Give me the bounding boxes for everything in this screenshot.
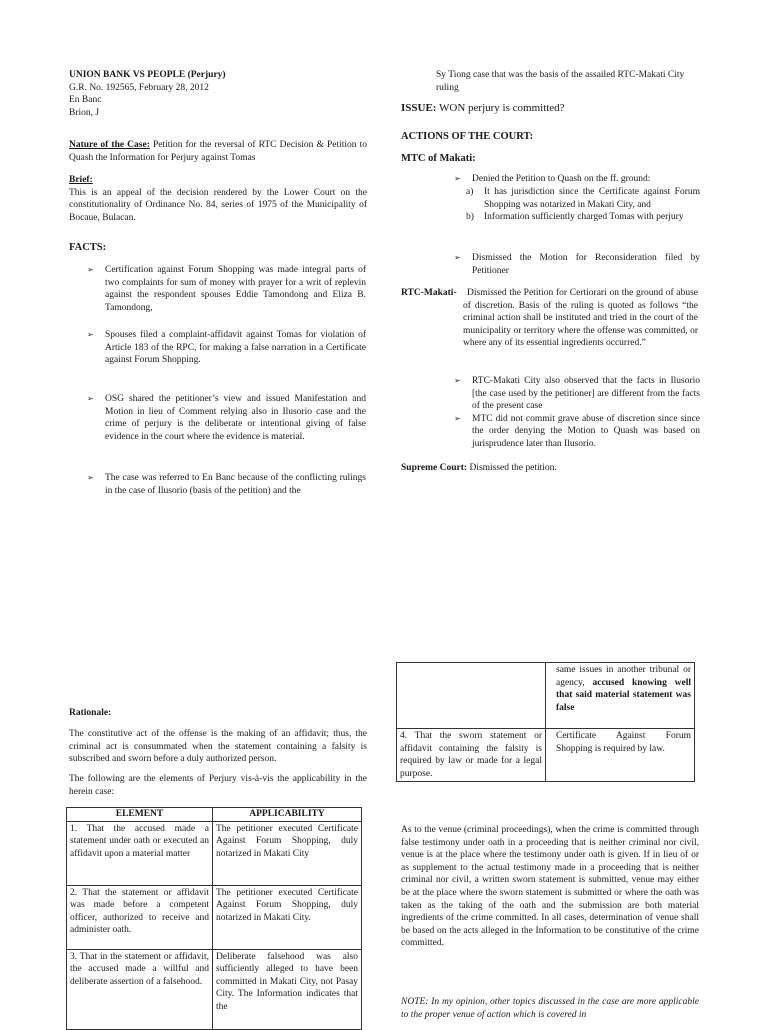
table-row	[67, 821, 362, 885]
mtc-heading: MTC of Makati:	[401, 153, 476, 164]
facts-item: ➢ OSG shared the petitioner’s view and issued Manifestation and Motion in lieu of Comment relying also in Ilusorio case and the crime of perjury is the deliberate or intentional giving of false evidence in the court where the evidence is material.	[87, 394, 366, 442]
rationale-heading: Rationale:	[69, 708, 112, 718]
mtc-sublist	[466, 186, 700, 224]
facts-item: ➢ Certification against Forum Shopping was made integral parts of two complaints for sum of money with prayer for a writ of replevin against the respondent spouses Eddie Tamondong and Eliza B. Tamondong,	[87, 265, 366, 313]
mtc-item: ➢ Denied the Petition to Quash on the ff. ground:	[454, 174, 651, 184]
rtc-item: ➢ MTC did not commit grave abuse of discretion since since the order denying the Motion to Quash was based on jurisprudence later than Ilusorio.	[454, 413, 700, 449]
facts-list	[87, 329, 366, 367]
column-header: APPLICABILITY	[213, 808, 362, 822]
table-row	[67, 949, 362, 1029]
note-paragraph: NOTE: In my opinion, other topics discussed in the case are more applicable to the proper venue of action which is covered in	[401, 997, 699, 1020]
mtc-list	[454, 173, 700, 186]
rationale-paragraph: The following are the elements of Perjury vis-à-vis the applicability in the herein case:	[69, 774, 367, 797]
arrow-bullet-icon: ➢	[87, 330, 94, 339]
arrow-bullet-icon: ➢	[454, 174, 461, 183]
column-header: ELEMENT	[67, 808, 213, 822]
nature-label: Nature of the Case:	[69, 140, 150, 150]
actions-heading: ACTIONS OF THE COURT:	[401, 131, 534, 142]
mtc-subitem: a) It has jurisdiction since the Certificate against Forum Shopping was notarized in Makati City, and	[466, 187, 700, 210]
element-cell: 4. That the sworn statement or affidavit containing the falsity is required by law or made for a legal purpose.	[397, 729, 546, 782]
applicability-cell: The petitioner executed Certificate Against Forum Shopping, duly notarized in Makati City.	[213, 885, 362, 949]
rtc-label: RTC-Makati-	[401, 288, 457, 298]
applicability-cell: The petitioner executed Certificate Against Forum Shopping, duly notarized in Makati City	[213, 821, 362, 885]
sc-label: Supreme Court:	[401, 463, 468, 473]
brief-section	[69, 174, 367, 224]
rtc-text: Dismissed the Petition for Certiorari on the ground of abuse of discretion. Basis of the ruling is quoted as follows “the criminal action shall be instituted and tried in the court of the municipality or territory where the offense was committed, or where any of its essential ingredients occurred.”	[463, 288, 698, 349]
rationale-paragraph: The constitutive act of the offense is the making of an affidavit; thus, the criminal act is consummated when the statement containing a falsity is subscribed and sworn before a duly authorized person.	[69, 729, 367, 765]
applicability-cell: same issues in another tribunal or agency, accused knowing well that said material statement was false	[546, 663, 695, 729]
table-row	[397, 729, 695, 782]
table-row	[397, 663, 695, 729]
rtc-item: ➢ RTC-Makati City also observed that the facts in Ilusorio [the case used by the petitioner] are different from the facts of the present case	[454, 376, 700, 412]
table-header-row	[67, 808, 362, 822]
arrow-bullet-icon: ➢	[87, 473, 94, 482]
element-cell: 1. That the accused made a statement under oath or executed an affidavit upon a material matter	[67, 821, 213, 885]
supreme-court-ruling	[401, 462, 557, 475]
facts-list	[87, 264, 366, 314]
element-cell	[397, 663, 546, 729]
brief-text: This is an appeal of the decision rendered by the Lower Court on the constitutionality of Ordinance No. 84, series of 1975 of the Municipality of Bocaue, Bulacan.	[69, 187, 367, 223]
case-header	[69, 69, 369, 119]
case-title: UNION BANK VS PEOPLE (Perjury)	[69, 70, 226, 80]
arrow-bullet-icon: ➢	[454, 413, 461, 423]
arrow-bullet-icon: ➢	[87, 394, 94, 403]
brief-label: Brief:	[69, 175, 93, 185]
issue-label: ISSUE:	[401, 102, 437, 114]
arrow-bullet-icon: ➢	[87, 265, 94, 274]
arrow-bullet-icon: ➢	[454, 253, 461, 262]
sc-text: Dismissed the petition.	[467, 463, 557, 473]
facts-item: ➢ Spouses filed a complaint-affidavit against Tomas for violation of Article 183 of the RPC, for making a false narration in a Certificate against Forum Shopping.	[87, 330, 366, 366]
mtc-item: ➢ Dismissed the Motion for Reconsideration filed by Petitioner	[454, 253, 700, 276]
issue-text: WON perjury is committed?	[436, 102, 565, 114]
rtc-list	[454, 375, 700, 451]
table-row	[67, 885, 362, 949]
elements-table	[66, 807, 362, 1030]
facts-continuation: Sy Tiong case that was the basis of the assailed RTC-Makati City ruling	[436, 70, 685, 93]
nature-text: Petition for the reversal of RTC Decision & Petition to Quash the Information for Perjury against Tomas	[69, 140, 367, 163]
facts-list	[87, 393, 366, 443]
venue-paragraph: As to the venue (criminal proceedings), when the crime is committed through false testimony under oath in a proceeding that is neither criminal nor civil, venue is at the place where the testimony under oath is given. If in lieu of or as supplement to the actual testimony made in a proceeding that is neither criminal nor civil, a written sworn statement is submitted, venue may either be at the place where the sworn statement is submitted or where the oath was taken as the taking of the oath and the submission are both material ingredients of the crime committed. In all cases, determination of venue shall be based on the acts alleged in the Information to be constitutive of the crime committed.	[401, 825, 699, 949]
issue-line	[401, 102, 565, 115]
mtc-list	[454, 252, 700, 277]
applicability-cell: Certificate Against Forum Shopping is required by law.	[546, 729, 695, 782]
nature-of-case	[69, 139, 367, 164]
facts-list	[87, 472, 366, 497]
elements-table-continued	[396, 662, 695, 782]
case-division: En Banc	[69, 95, 102, 106]
element-cell: 2. That the statement or affidavit was made before a competent officer, authorized to receive and administer oath.	[67, 885, 213, 949]
case-gr-number: G.R. No. 192565, February 28, 2012	[69, 82, 209, 93]
facts-heading: FACTS:	[69, 242, 107, 253]
arrow-bullet-icon: ➢	[454, 376, 461, 385]
facts-item: ➢ The case was referred to En Banc because of the conflicting rulings in the case of Ilusorio (basis of the petition) and the	[87, 473, 366, 496]
mtc-subitem: b) Information sufficiently charged Tomas with perjury	[466, 212, 684, 223]
applicability-cell: Deliberate falsehood was also sufficiently alleged to have been committed in Makati City, not Pasay City. The Information indicates that the	[213, 949, 362, 1029]
element-cell: 3. That in the statement or affidavit, the accused made a willful and deliberate assertion of a falsehood.	[67, 949, 213, 1029]
case-ponente: Brion, J	[69, 107, 100, 118]
